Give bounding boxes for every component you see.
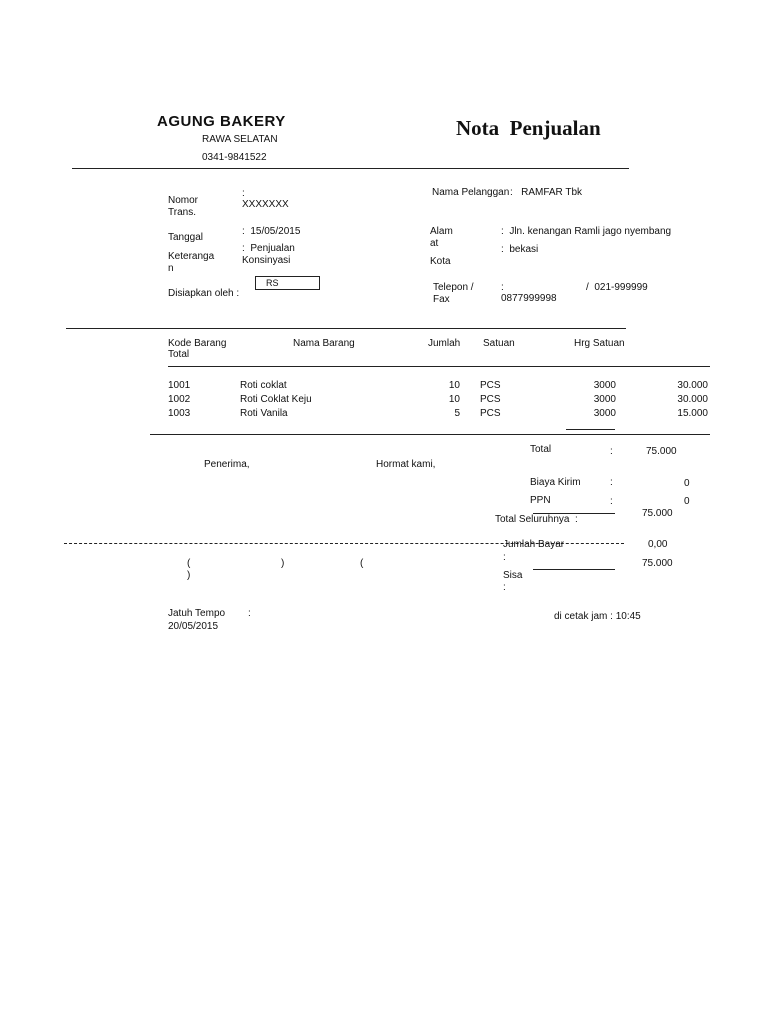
kota-value: : bekasi (501, 244, 539, 255)
cell-satuan: PCS (480, 408, 501, 419)
biaya-label: Biaya Kirim (530, 477, 581, 488)
bayar-underline (533, 569, 615, 570)
cell-nama: Roti Vanila (240, 408, 288, 419)
nomor-label: Nomor Trans. (168, 195, 199, 218)
col-header-nama: Nama Barang (293, 338, 355, 349)
document-title: Nota Penjualan (456, 116, 601, 140)
table-header-divider (168, 366, 710, 367)
kota-label: Kota (430, 256, 451, 267)
penerima-label: Penerima, (204, 459, 250, 470)
company-address: RAWA SELATAN (202, 134, 278, 145)
jatuh-tempo-value: 20/05/2015 (168, 621, 219, 632)
ppn-label: PPN (530, 495, 551, 506)
cell-harga: 3000 (593, 394, 616, 405)
paren-open-1: ( (187, 558, 191, 569)
keterangan-label: Keterangan (168, 251, 215, 274)
ppn-colon: : (610, 496, 613, 507)
harga-underline (566, 429, 615, 430)
col-header-total: Total (168, 349, 190, 360)
info-divider (66, 328, 626, 329)
telepon-value: 0877999998 (501, 293, 557, 304)
sisa-value: 75.000 (642, 558, 673, 569)
jatuh-tempo-label: Jatuh Tempo (168, 608, 226, 619)
biaya-colon: : (610, 477, 613, 488)
table-bottom-divider (150, 434, 710, 435)
nomor-colon: : (242, 188, 245, 199)
nomor-value: XXXXXXX (242, 199, 289, 210)
telepon-colon: : (501, 282, 504, 293)
tanggal-value: : 15/05/2015 (242, 226, 301, 237)
header-divider (72, 168, 629, 169)
cell-jumlah: 5 (454, 408, 460, 419)
col-header-kode: Kode Barang (168, 338, 227, 349)
cell-harga: 3000 (593, 408, 616, 419)
cell-jumlah: 10 (448, 380, 460, 391)
cell-jumlah: 10 (448, 394, 460, 405)
company-phone: 0341-9841522 (202, 152, 267, 163)
col-header-satuan: Satuan (483, 338, 515, 349)
alamat-value: : Jln. kenangan Ramli jago nyembang (501, 226, 672, 237)
company-name: AGUNG BAKERY (157, 113, 286, 130)
telepon-label: Telepon / Fax (433, 282, 474, 305)
paren-close-1: ) (281, 558, 285, 569)
total-colon: : (610, 446, 613, 457)
fax-value: / 021-999999 (586, 282, 648, 293)
keterangan-value: : Penjualan Konsinyasi (242, 243, 298, 266)
seluruh-value: 75.000 (642, 508, 673, 519)
col-header-jumlah: Jumlah (428, 338, 461, 349)
bayar-value: 0,00 (648, 539, 668, 550)
total-label: Total (530, 444, 552, 455)
sisa-label: Sisa (503, 570, 523, 581)
disiapkan-box (255, 276, 320, 290)
bayar-label: Jumlah Bayar (503, 539, 565, 550)
cell-satuan: PCS (480, 394, 501, 405)
biaya-value: 0 (684, 478, 690, 489)
disiapkan-value: RS (266, 278, 279, 288)
cell-total: 15.000 (677, 408, 708, 419)
sisa-colon: : (503, 582, 506, 593)
cell-kode: 1001 (168, 380, 191, 391)
tanggal-label: Tanggal (168, 232, 204, 243)
pelanggan-value: : RAMFAR Tbk (510, 187, 583, 198)
jatuh-tempo-colon: : (248, 608, 251, 619)
seluruh-label: Total Seluruhnya : (495, 514, 578, 525)
hormat-label: Hormat kami, (376, 459, 436, 470)
alamat-label: Alamat (430, 226, 453, 249)
paren-close-2: ) (187, 570, 191, 581)
total-value: 75.000 (646, 446, 677, 457)
paren-open-2: ( (360, 558, 364, 569)
cell-kode: 1002 (168, 394, 191, 405)
cell-nama: Roti Coklat Keju (240, 394, 312, 405)
print-time: di cetak jam : 10:45 (554, 611, 641, 622)
cell-kode: 1003 (168, 408, 191, 419)
cell-total: 30.000 (677, 380, 708, 391)
cell-nama: Roti coklat (240, 380, 287, 391)
cell-total: 30.000 (677, 394, 708, 405)
disiapkan-label: Disiapkan oleh : (168, 288, 240, 299)
cell-satuan: PCS (480, 380, 501, 391)
bayar-colon: : (503, 552, 506, 563)
ppn-value: 0 (684, 496, 690, 507)
col-header-harga: Hrg Satuan (574, 338, 625, 349)
pelanggan-label: Nama Pelanggan (432, 187, 510, 198)
cell-harga: 3000 (593, 380, 616, 391)
